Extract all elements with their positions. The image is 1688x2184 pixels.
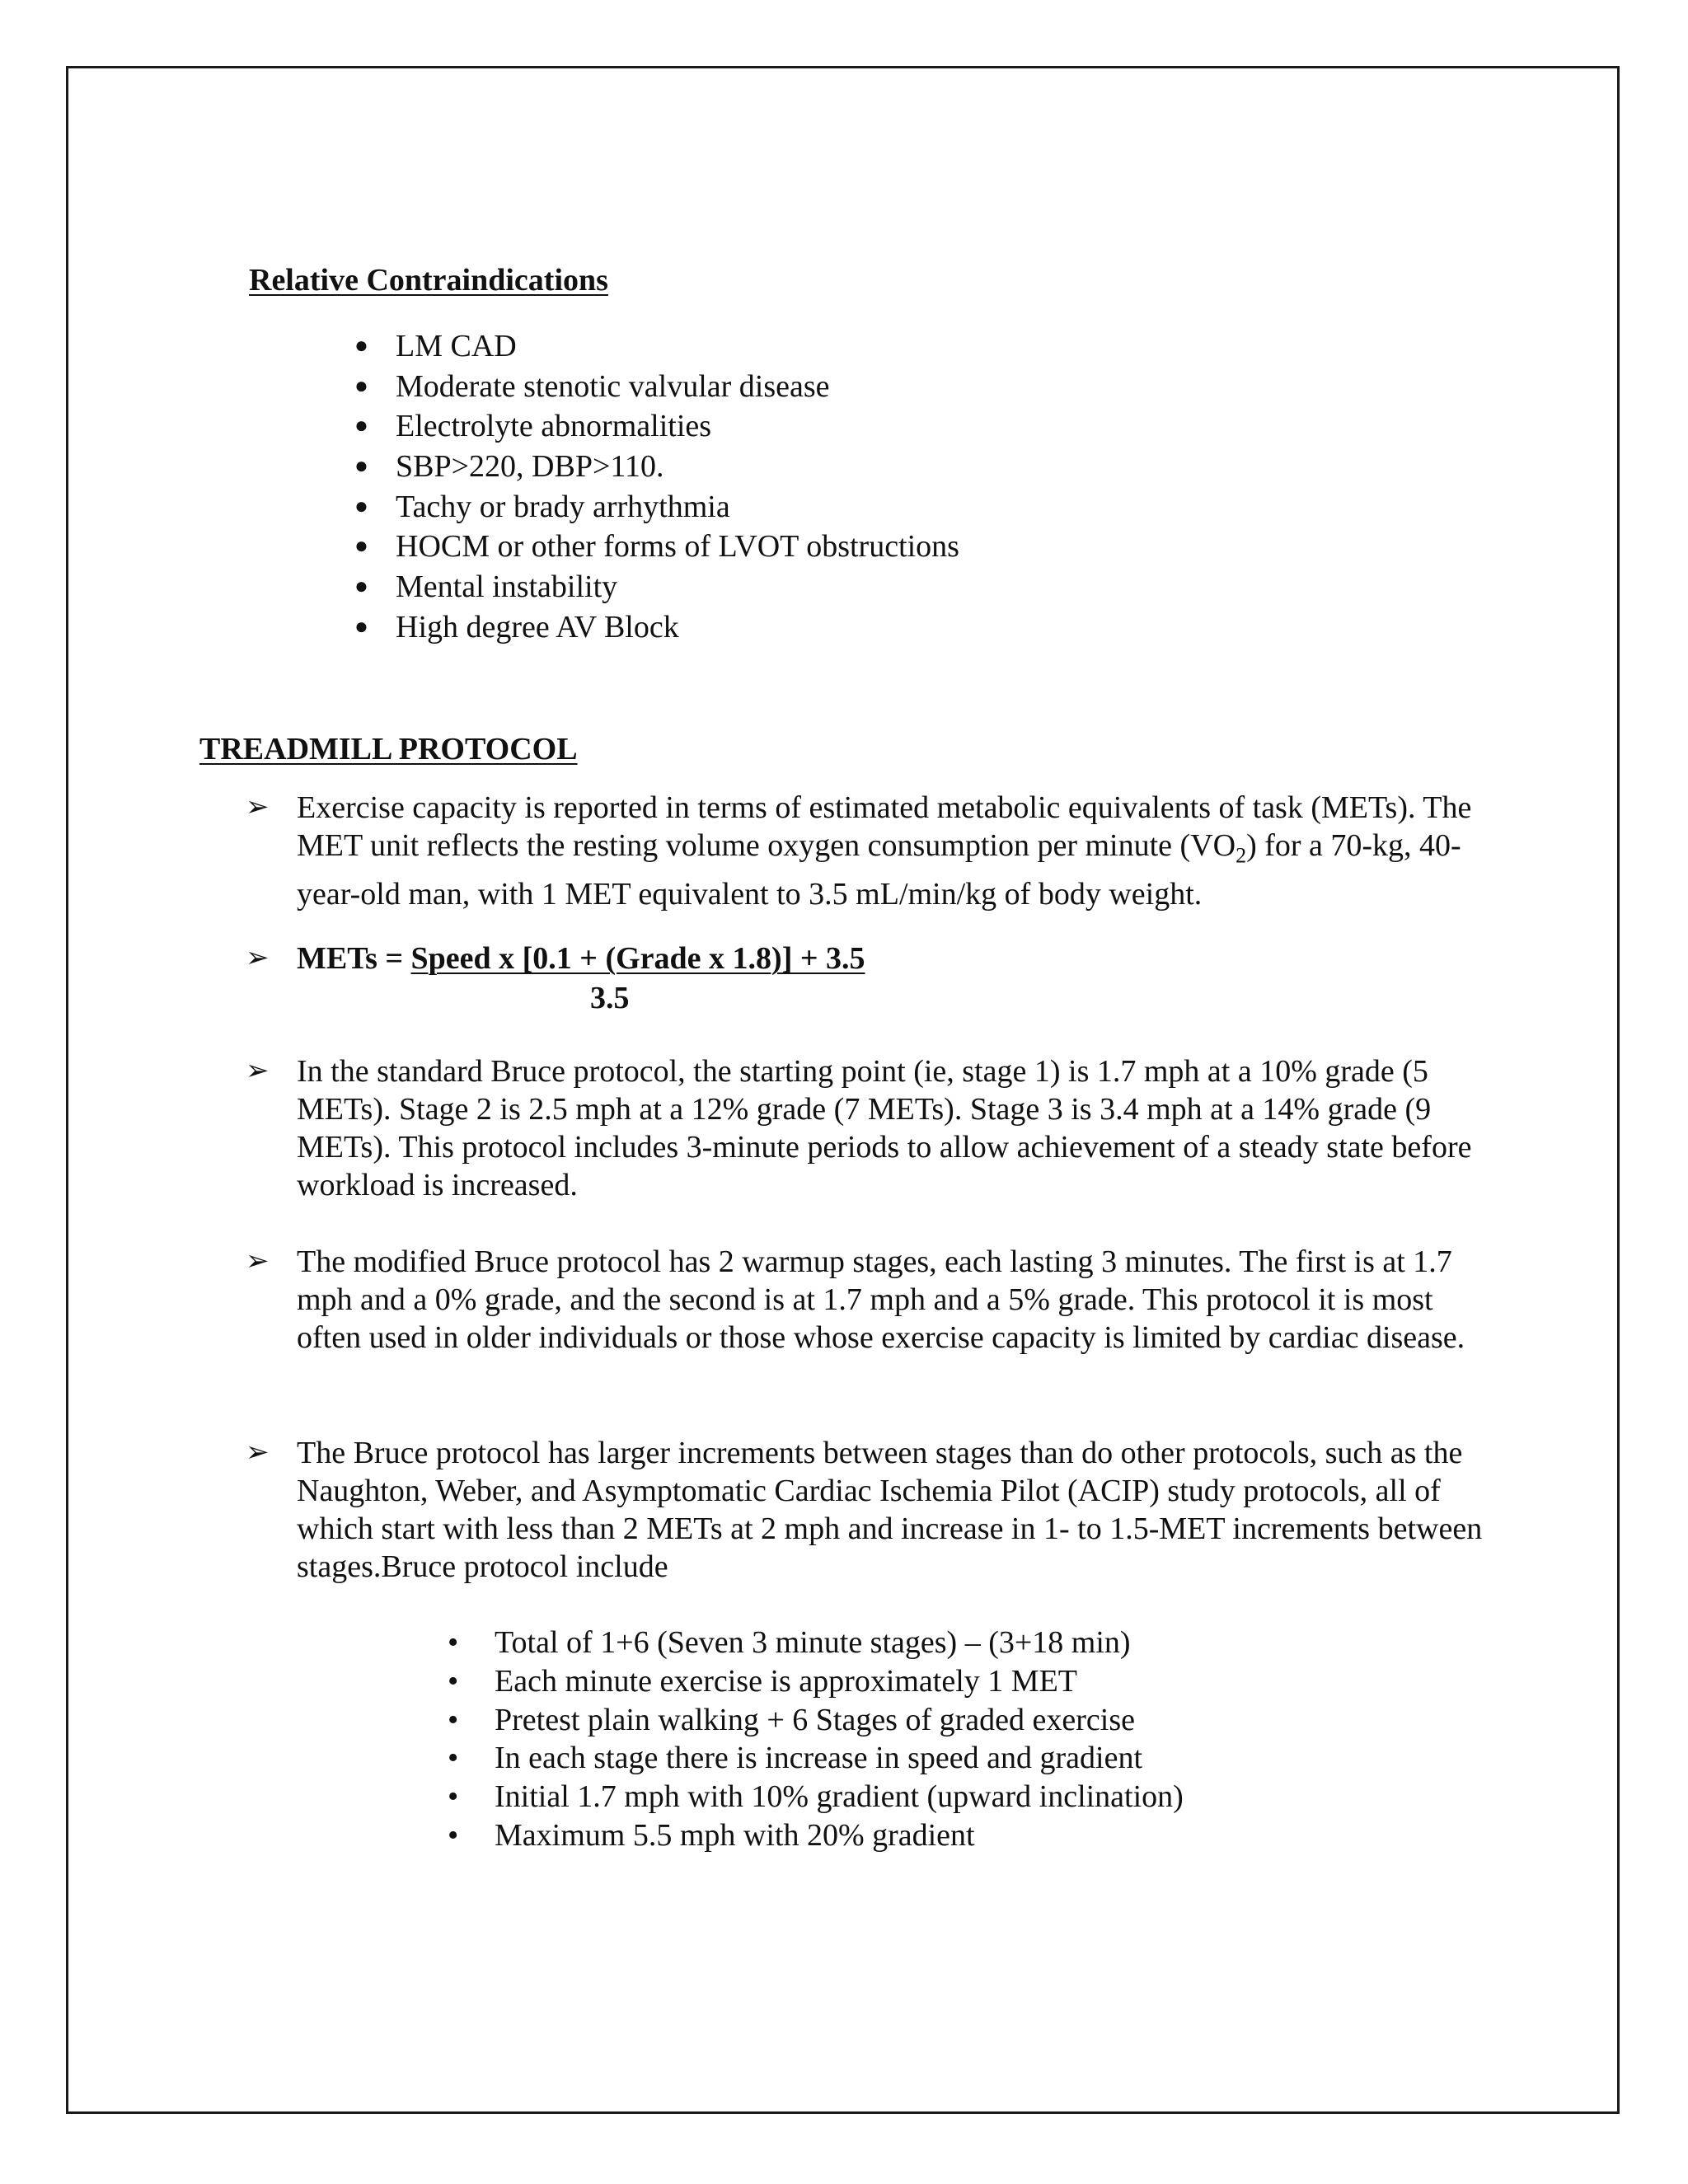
list-item (448, 1778, 1184, 1816)
bullet-dot-icon: ● (354, 613, 368, 640)
bruce-protocol-list (448, 1624, 1184, 1855)
list-item-text: Moderate stenotic valvular disease (396, 368, 830, 404)
bullet-dot-icon: ● (354, 373, 368, 399)
list-item (448, 1662, 1184, 1701)
bullet-icon: • (448, 1741, 459, 1776)
list-item-text: LM CAD (396, 329, 517, 363)
list-item (448, 1624, 1184, 1662)
list-item-text: Maximum 5.5 mph with 20% gradient (495, 1817, 975, 1853)
list-item (354, 567, 959, 607)
list-item-text: Initial 1.7 mph with 10% gradient (upward inclination) (495, 1779, 1184, 1815)
list-item (448, 1816, 1184, 1855)
list-item (354, 487, 959, 527)
bullet-dot-icon: ● (354, 533, 368, 560)
bullet-icon: • (448, 1779, 459, 1815)
bullet-dot-icon: ● (354, 413, 368, 439)
list-item-text: Tachy or brady arrhythmia (396, 489, 730, 524)
list-item-text: SBP>220, DBP>110. (396, 449, 664, 485)
list-item (448, 1701, 1184, 1740)
paragraph-text: The modified Bruce protocol has 2 warmup stages, each lasting 3 minutes. The first is at 1.7 mph and a 0% grade, and the second is at 1.7 mph and a 5% grade. This protocol it is most often used in older individuals or those whose exercise capacity is limited by cardiac disease. (297, 1244, 1465, 1355)
list-item (354, 406, 959, 447)
list-item (354, 527, 959, 567)
bullet-icon: • (448, 1663, 459, 1699)
paragraph-text: The Bruce protocol has larger increments between stages than do other protocols, such as the Naughton, Weber, and Asymptomatic Cardiac Ischemia Pilot (ACIP) study protocols, all of which start with less than 2 METs at 2 mph and increase in 1- to 1.5-MET increments between stages.Bruce protocol include (297, 1436, 1483, 1584)
modified-bruce-paragraph (246, 1243, 1492, 1357)
formula-numerator: Speed x [0.1 + (Grade x 1.8)] + 3.5 (410, 941, 865, 976)
list-item-text: In each stage there is increase in speed and gradient (495, 1741, 1143, 1776)
list-item-text: Electrolyte abnormalities (396, 409, 712, 444)
relative-contraindications-heading: Relative Contraindications (249, 263, 608, 298)
list-item-text: Each minute exercise is approximately 1 MET (495, 1663, 1077, 1699)
list-item (354, 607, 959, 648)
bruce-increments-paragraph (246, 1434, 1492, 1586)
arrow-bullet-icon: ➢ (246, 1437, 270, 1468)
met-definition-paragraph (246, 789, 1492, 913)
list-item-text: High degree AV Block (396, 609, 679, 644)
list-item (354, 367, 959, 407)
arrow-bullet-icon: ➢ (246, 1056, 270, 1086)
standard-bruce-paragraph (246, 1052, 1492, 1204)
paragraph-text: Exercise capacity is reported in terms of estimated metabolic equivalents of task (METs). The MET unit reflects the resting volume oxygen consumption per minute (VO (297, 790, 1472, 863)
arrow-bullet-icon: ➢ (246, 1246, 270, 1277)
formula-label: METs = (297, 941, 411, 976)
paragraph-text: In the standard Bruce protocol, the starting point (ie, stage 1) is 1.7 mph at a 10% grade (5 METs). Stage 2 is 2.5 mph at a 12% grade (7 METs). Stage 3 is 3.4 mph at a 14% grade (9 METs). This protocol includes 3-minute periods to allow achievement of a steady state before workload is increased. (297, 1054, 1472, 1202)
contraindications-list (354, 326, 959, 648)
paragraph-text: ) for a 70-kg, 40-year-old man, with 1 MET equivalent to 3.5 mL/min/kg of body weight. (297, 828, 1461, 912)
bullet-dot-icon: ● (354, 453, 368, 480)
treadmill-protocol-heading: TREADMILL PROTOCOL (199, 732, 578, 766)
list-item (448, 1739, 1184, 1778)
mets-formula (246, 940, 865, 1015)
formula-denominator: 3.5 (590, 981, 630, 1015)
bullet-dot-icon: ● (354, 574, 368, 600)
list-item-text: Total of 1+6 (Seven 3 minute stages) – (3+18 min) (495, 1625, 1131, 1660)
bullet-icon: • (448, 1817, 459, 1853)
list-item (354, 447, 959, 487)
bullet-dot-icon: ● (354, 493, 368, 519)
list-item-text: Mental instability (396, 569, 618, 605)
bullet-icon: • (448, 1702, 459, 1737)
subscript-2: 2 (1236, 843, 1247, 868)
arrow-bullet-icon: ➢ (246, 792, 270, 823)
bullet-dot-icon: ● (354, 333, 368, 359)
bullet-icon: • (448, 1625, 459, 1660)
list-item-text: HOCM or other forms of LVOT obstructions (396, 529, 959, 565)
list-item (354, 326, 959, 367)
list-item-text: Pretest plain walking + 6 Stages of graded exercise (495, 1702, 1135, 1737)
arrow-bullet-icon: ➢ (246, 943, 270, 973)
